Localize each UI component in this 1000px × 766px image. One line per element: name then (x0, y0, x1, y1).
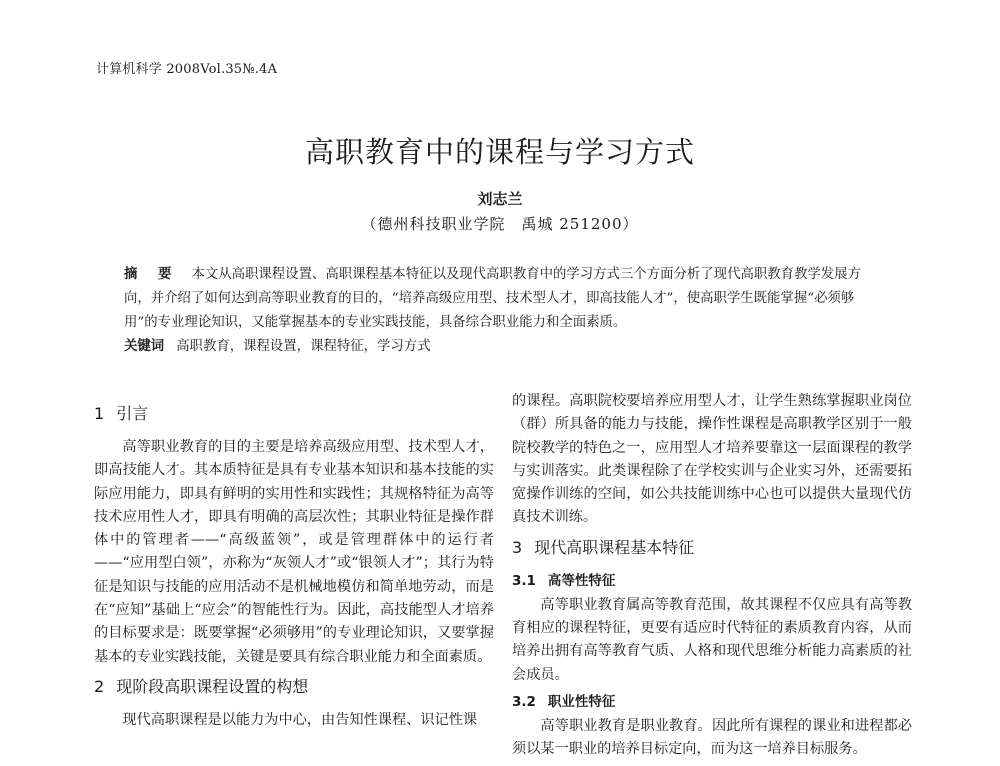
abstract-label: 摘 要 (124, 267, 180, 282)
subsection-3-2-paragraph: 高等职业教育是职业教育。因此所有课程的课业和进程都必须以某一职业的培养目标定向，而为这一培养目标服务。 (512, 717, 912, 758)
section-title: 现阶段高职课程设置的构想 (116, 676, 309, 696)
section-1-paragraph: 高等职业教育的目的主要是培养高级应用型、技术型人才，即高技能人才。其本质特征是具有专业基本知识和基本技能的实际应用能力，即具有鲜明的实用性和实践性；其规格特征为高等技术应用性人才，即具有明确的高层次性；其职业特征是操作群体中的管理者——“高级蓝领”，或是管理群体中的运行者——“应用型白领”，亦称为“灰领人才”或“银领人才”；其行为特征是知识与技能的应用活动不是机械地模仿和简单地劳动，而是在“应知”基础上“应会”的智能性行为。因此，高技能型人才培养的目标要求是：既要掌握“必须够用”的专业理论知识，又要掌握基本的专业实践技能，关键是要具有综合职业能力和全面素质。 (94, 439, 494, 665)
left-column (94, 396, 494, 736)
article-author: 刘志兰 (477, 190, 523, 208)
author-affiliation: （德州科技职业学院 禹城 251200） (361, 215, 639, 233)
section-2-paragraph: 现代高职课程是以能力为中心，由告知性课程、识记性课 (122, 711, 478, 728)
right-column (512, 390, 912, 766)
subsection-title: 高等性特征 (547, 572, 616, 589)
section-2-continued: 的课程。高职院校要培养应用型人才，让学生熟练掌握职业岗位（群）所具备的能力与技能，操作性课程是高职教学区别于一般院校教学的特色之一，应用型人才培养要靠这一层面课程的教学与实训落实。此类课程除了在学校实训与企业实习外，还需要拓宽操作训练的空间，如公共技能训练中心也可以提供大量现代仿真技术训练。 (512, 393, 912, 526)
section-number: 2 (94, 676, 105, 696)
section-title: 现代高职课程基本特征 (534, 537, 695, 557)
section-3-heading (512, 536, 912, 560)
subsection-3-1-paragraph: 高等职业教育属高等教育范围，故其课程不仅应具有高等教育相应的课程特征，更要有适应时代特征的素质教育内容，从而培养出拥有高等教育气质、人格和现代思维分析能力高素质的社会成员。 (512, 596, 912, 683)
subsection-3-1-heading (512, 570, 912, 592)
abstract (124, 263, 884, 335)
keywords (124, 335, 884, 354)
subsection-number: 3.1 (512, 572, 536, 589)
keywords-label: 关键词 (124, 339, 165, 354)
subsection-title: 职业性特征 (547, 693, 616, 710)
subsection-3-2-heading (512, 691, 912, 713)
section-2-heading (94, 675, 494, 699)
section-1-heading (94, 402, 494, 426)
abstract-text: 本文从高职课程设置、高职课程基本特征以及现代高职教育中的学习方式三个方面分析了现代高职教育教学发展方向，并介绍了如何达到高等职业教育的目的，“培养高级应用型、技术型人才，即高技能人才”，使高职学生既能掌握“必须够用”的专业理论知识，又能掌握基本的专业实践技能，具备综合职业能力和全面素质。 (124, 267, 861, 330)
journal-header: 计算机科学 2008Vol.35№.4A (96, 62, 278, 77)
keywords-text: 高职教育，课程设置，课程特征，学习方式 (176, 339, 431, 354)
section-number: 1 (94, 404, 105, 423)
section-number: 3 (512, 537, 523, 557)
section-title: 引言 (116, 404, 149, 423)
article-title: 高职教育中的课程与学习方式 (304, 135, 695, 169)
subsection-number: 3.2 (512, 693, 536, 710)
